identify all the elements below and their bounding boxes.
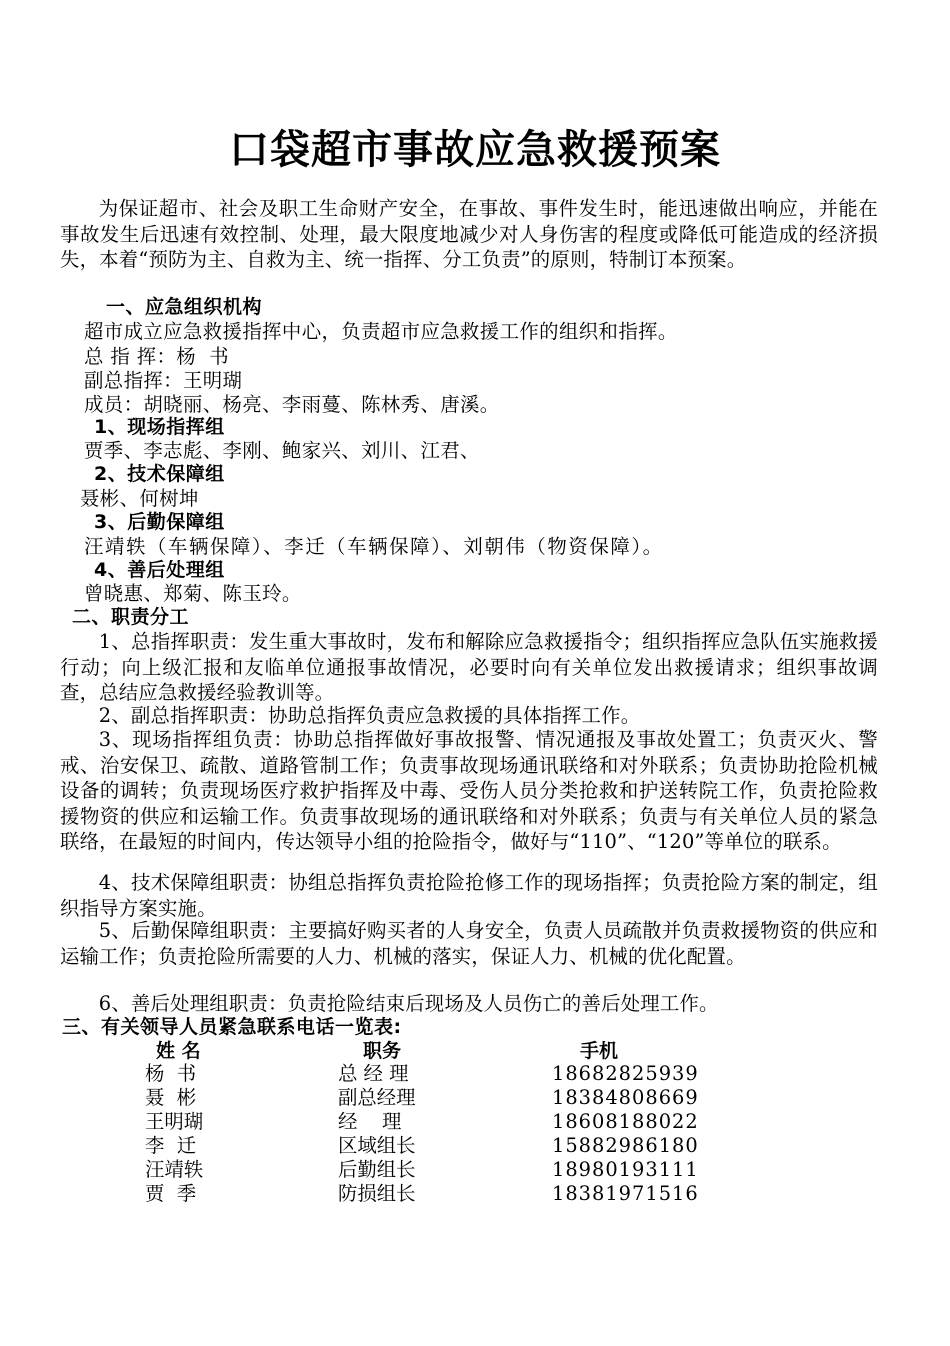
table-header-name: 姓 名 [156, 1040, 201, 1062]
contact-name: 贾 季 [145, 1182, 197, 1205]
contact-name: 杨 书 [145, 1062, 197, 1085]
group-4-members: 曾晓惠、郑菊、陈玉玲。 [84, 582, 302, 605]
section-3-heading: 三、有关领导人员紧急联系电话一览表: [62, 1016, 402, 1038]
contact-mobile: 15882986180 [552, 1134, 699, 1157]
duty-1-paragraph: 1、总指挥职责：发生重大事故时，发布和解除应急救援指令；组织指挥应急队伍实施救援行动；向上级汇报和友临单位通报事故情况，必要时向有关单位发出救援请求；组织事故调查，总结应急救援经验教训等。 [60, 630, 878, 704]
duty-2-paragraph: 2、副总指挥职责：协助总指挥负责应急救援的具体指挥工作。 [98, 704, 641, 727]
table-header-mobile: 手机 [580, 1040, 619, 1062]
section-2-heading: 二、职责分工 [72, 606, 190, 628]
contact-mobile: 18608188022 [552, 1110, 699, 1133]
group-2-members: 聂彬、何树坤 [80, 487, 199, 510]
duty-4-paragraph: 4、技术保障组职责：协组总指挥负责抢险抢修工作的现场指挥；负责抢险方案的制定，组织指导方案实施。 [60, 871, 878, 920]
commander-line: 总 指 挥：杨 书 [84, 345, 229, 368]
contact-name: 王明瑚 [145, 1110, 204, 1133]
group-1-heading: 1、现场指挥组 [94, 416, 225, 438]
table-header-position: 职务 [363, 1040, 402, 1062]
duty-3-paragraph: 3、现场指挥组负责：协助总指挥做好事故报警、情况通报及事故处置工；负责灭火、警戒、治安保卫、疏散、道路管制工作；负责事故现场通讯联络和对外联系；负责协助抢险机械设备的调转；负责现场医疗救护指挥及中毒、受伤人员分类抢救和护送转院工作，负责抢险救援物资的供应和运输工作。负责事故现场的通讯联络和对外联系；负责与有关单位人员的紧急联络，在最短的时间内，传达领导小组的抢险指令，做好与“110”、“120”等单位的联系。 [60, 728, 878, 853]
group-1-members: 贾季、李志彪、李刚、鲍家兴、刘川、江君、 [84, 439, 480, 462]
group-4-heading: 4、善后处理组 [94, 559, 225, 581]
contact-position: 副总经理 [338, 1086, 416, 1109]
contact-position: 防损组长 [338, 1182, 416, 1205]
org-description: 超市成立应急救援指挥中心，负责超市应急救援工作的组织和指挥。 [84, 320, 678, 343]
group-2-heading: 2、技术保障组 [94, 463, 225, 485]
duty-5-paragraph: 5、后勤保障组职责：主要搞好购买者的人身安全，负责人员疏散并负责救援物资的供应和运输工作；负责抢险所需要的人力、机械的落实，保证人力、机械的优化配置。 [60, 919, 878, 968]
contact-name: 李 迁 [145, 1134, 197, 1157]
section-1-heading: 一、应急组织机构 [106, 296, 263, 318]
members-line: 成员：胡晓丽、杨亮、李雨蔓、陈林秀、唐溪。 [84, 393, 500, 416]
contact-position: 经 理 [338, 1110, 402, 1133]
duty-6-paragraph: 6、善后处理组职责：负责抢险结束后现场及人员伤亡的善后处理工作。 [98, 992, 719, 1015]
document-title: 口袋超市事故应急救援预案 [229, 127, 721, 173]
group-3-members: 汪靖轶（车辆保障）、李迁（车辆保障）、刘朝伟（物资保障）。 [84, 535, 664, 558]
contact-mobile: 18980193111 [552, 1158, 699, 1181]
contact-mobile: 18682825939 [552, 1062, 699, 1085]
contact-name: 汪靖轶 [145, 1158, 204, 1181]
contact-mobile: 18381971516 [552, 1182, 699, 1205]
contact-position: 总 经 理 [338, 1062, 409, 1085]
contact-name: 聂 彬 [145, 1086, 197, 1109]
deputy-line: 副总指挥：王明瑚 [84, 369, 243, 392]
group-3-heading: 3、后勤保障组 [94, 511, 225, 533]
contact-position: 后勤组长 [338, 1158, 416, 1181]
intro-paragraph: 为保证超市、社会及职工生命财产安全，在事故、事件发生时，能迅速做出响应，并能在事故发生后迅速有效控制、处理，最大限度地减少对人身伤害的程度或降低可能造成的经济损失，本着“预防为主、自救为主、统一指挥、分工负责”的原则，特制订本预案。 [60, 197, 878, 271]
contact-position: 区域组长 [338, 1134, 416, 1157]
contact-mobile: 18384808669 [552, 1086, 699, 1109]
